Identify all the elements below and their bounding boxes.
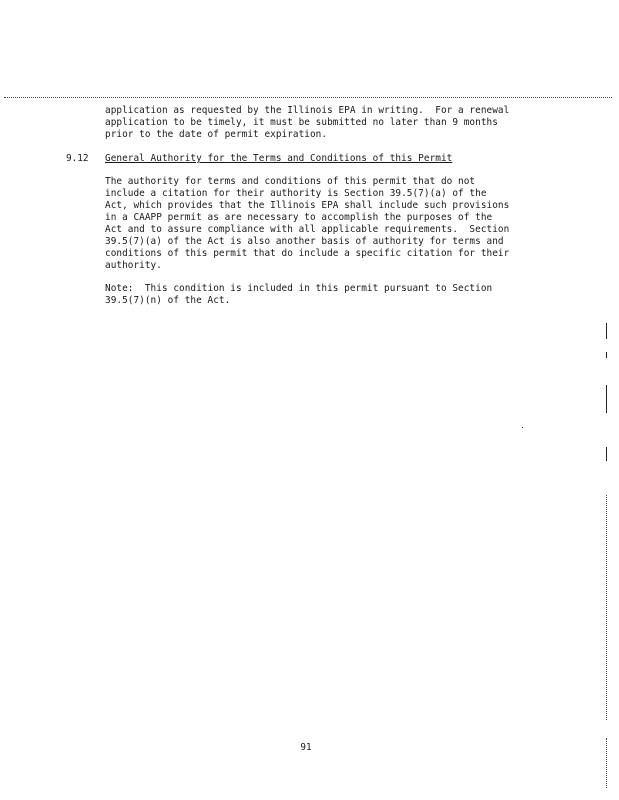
- page-number: 91: [300, 742, 312, 753]
- header-rule: [4, 97, 612, 98]
- paragraph-line-6: 39.5(7)(a) of the Act is also another basis of authority for terms and: [105, 236, 504, 247]
- paragraph-line-1: The authority for terms and conditions of this permit that do not: [105, 176, 476, 187]
- continued-line-1: application as requested by the Illinois EPA in writing. For a renewal: [105, 105, 510, 116]
- paragraph-line-2: include a citation for their authority is Section 39.5(7)(a) of the: [105, 188, 487, 199]
- paragraph-line-4: in a CAAPP permit as are necessary to accomplish the purposes of the: [105, 212, 493, 223]
- scan-mark: [606, 447, 607, 461]
- paragraph-line-3: Act, which provides that the Illinois EPA shall include such provisions: [105, 200, 510, 211]
- note-line-2: 39.5(7)(n) of the Act.: [105, 295, 231, 306]
- scan-mark: [606, 495, 608, 720]
- scan-mark: [606, 385, 607, 413]
- note-line-1: Note: This condition is included in this permit pursuant to Section: [105, 283, 493, 294]
- section-heading: General Authority for the Terms and Conditions of this Permit: [105, 153, 453, 164]
- scan-speck: [522, 427, 523, 428]
- scan-mark: [606, 323, 607, 339]
- paragraph-line-8: authority.: [105, 260, 162, 271]
- paragraph-line-5: Act and to assure compliance with all applicable requirements. Section: [105, 224, 510, 235]
- section-number: 9.12: [66, 153, 89, 164]
- scan-mark: [606, 352, 607, 358]
- paragraph-line-7: conditions of this permit that do include a specific citation for their: [105, 248, 510, 259]
- scan-mark: [606, 738, 608, 788]
- continued-line-2: application to be timely, it must be submitted no later than 9 months: [105, 117, 498, 128]
- continued-line-3: prior to the date of permit expiration.: [105, 129, 328, 140]
